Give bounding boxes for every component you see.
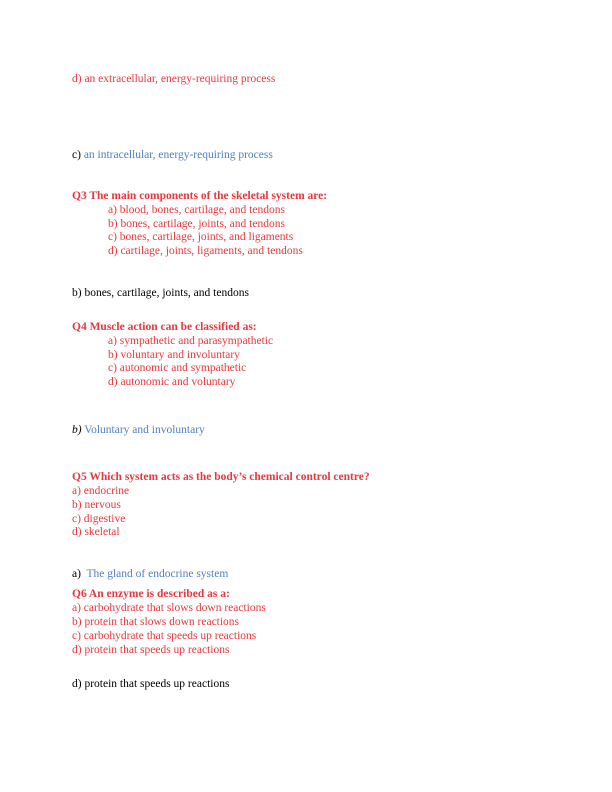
q5-option-d: d) skeletal bbox=[72, 526, 120, 538]
q3-option-d: d) cartilage, joints, ligaments, and tendons bbox=[108, 245, 303, 257]
q4-option-c: c) autonomic and sympathetic bbox=[108, 362, 247, 374]
q2-answer-text: an intracellular, energy-requiring process bbox=[83, 149, 273, 161]
q3-answer: b) bones, cartilage, joints, and tendons bbox=[72, 287, 249, 299]
q4-question: Q4 Muscle action can be classified as: bbox=[72, 321, 257, 333]
q3-option-c: c) bones, cartilage, joints, and ligaments bbox=[108, 231, 294, 243]
q4-option-d: d) autonomic and voluntary bbox=[108, 376, 236, 388]
q6-option-b: b) protein that slows down reactions bbox=[72, 616, 240, 628]
q5-option-a: a) endocrine bbox=[72, 485, 130, 497]
q6-answer: d) protein that speeds up reactions bbox=[72, 678, 230, 690]
q5-answer bbox=[72, 567, 228, 581]
q6-option-a: a) carbohydrate that slows down reactions bbox=[72, 602, 266, 614]
q4-option-a: a) sympathetic and parasympathetic bbox=[108, 335, 274, 347]
q2-answer-prefix: c) bbox=[72, 149, 84, 161]
q5-option-b: b) nervous bbox=[72, 499, 121, 511]
q3-option-a: a) blood, bones, cartilage, and tendons bbox=[108, 204, 285, 216]
q2-option-d: d) an extracellular, energy-requiring process bbox=[72, 73, 276, 85]
q5-option-c: c) digestive bbox=[72, 513, 126, 525]
q3-question: Q3 The main components of the skeletal system are: bbox=[72, 190, 328, 202]
q4-option-b: b) voluntary and involuntary bbox=[108, 349, 240, 361]
q6-option-d: d) protein that speeds up reactions bbox=[72, 644, 230, 656]
q6-question: Q6 An enzyme is described as a: bbox=[72, 588, 230, 600]
q2-answer bbox=[72, 148, 273, 162]
q3-option-b: b) bones, cartilage, joints, and tendons bbox=[108, 218, 285, 230]
q5-answer-text: The gland of endocrine system bbox=[86, 568, 229, 580]
q4-answer-prefix: b) bbox=[72, 424, 82, 436]
q6-option-c: c) carbohydrate that speeds up reactions bbox=[72, 630, 257, 642]
q4-answer bbox=[72, 423, 205, 437]
q5-question: Q5 Which system acts as the body’s chemical control centre? bbox=[72, 471, 370, 483]
q4-answer-text: Voluntary and involuntary bbox=[81, 424, 205, 436]
q5-answer-prefix: a) bbox=[72, 568, 87, 580]
